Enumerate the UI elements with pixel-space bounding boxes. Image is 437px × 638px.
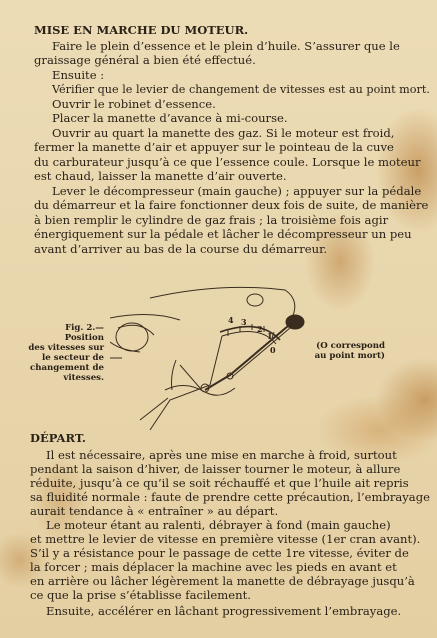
paragraph-line: S’il y a résistance pour le passage de cette 1re vitesse, éviter de — [30, 546, 409, 560]
sector-number-2: 2 — [257, 324, 263, 334]
paragraph-line: Ensuite : — [52, 68, 105, 82]
paragraph-line: Il est nécessaire, après une mise en marche à froid, surtout — [46, 448, 397, 462]
paragraph-line: Ouvrir au quart la manette des gaz. Si le moteur est froid, — [52, 126, 395, 140]
gear-shift-sector-illustration — [110, 280, 310, 430]
figure-caption: Fig. 2.—Position des vitesses sur le secteur de changement de vitesses. — [28, 323, 104, 383]
sector-number-0: 0 — [270, 345, 276, 355]
paragraph-line: aurait tendance à « entraîner » au départ. — [30, 504, 279, 518]
paragraph-line: Lever le décompresseur (main gauche) ; appuyer sur la pédale — [52, 184, 422, 198]
paragraph-line: pendant la saison d’hiver, de laisser tourner le moteur, à allure — [30, 462, 401, 476]
sector-number-3: 3 — [241, 317, 247, 327]
paragraph-line: réduite, jusqu’à ce qu’il se soit réchauffé et que l’huile ait repris — [30, 476, 409, 490]
figure-note: (O correspond au point mort) — [314, 341, 385, 361]
sector-number-1: 1 — [267, 331, 273, 341]
paragraph-line: à bien remplir le cylindre de gaz frais ; la troisième fois agir — [34, 213, 389, 227]
section-heading-depart: DÉPART. — [30, 431, 86, 445]
paragraph-line: du carburateur jusqu’à ce que l’essence coule. Lorsque le moteur — [34, 155, 421, 169]
paragraph-line: avant d’arriver au bas de la course du démarreur. — [34, 242, 328, 256]
paragraph-line: ce que la prise s’établisse facilement. — [30, 588, 251, 602]
paragraph-line: la forcer ; mais déplacer la machine avec les pieds en avant et — [30, 560, 397, 574]
paragraph-line: fermer la manette d’air et appuyer sur le pointeau de la cuve — [34, 140, 394, 154]
paragraph-line: et mettre le levier de vitesse en première vitesse (1er cran avant). — [30, 532, 421, 546]
paragraph-line: en arrière ou lâcher légèrement la manette de débrayage jusqu’à — [30, 574, 415, 588]
paragraph-line: énergiquement sur la pédale et lâcher le décompresseur un peu — [34, 227, 412, 241]
section-heading-mise-en-marche: MISE EN MARCHE DU MOTEUR. — [34, 23, 249, 37]
paragraph-line: Ensuite, accélérer en lâchant progressivement l’embrayage. — [46, 604, 402, 618]
paragraph-line: est chaud, laisser la manette d’air ouverte. — [34, 169, 287, 183]
paragraph-line: Le moteur étant au ralenti, débrayer à fond (main gauche) — [46, 518, 391, 532]
paragraph-line: Faire le plein d’essence et le plein d’huile. S’assurer que le — [52, 39, 400, 53]
paragraph-line: graissage général a bien été effectué. — [34, 53, 256, 67]
paragraph-line: sa fluidité normale : faute de prendre cette précaution, l’embrayage — [30, 490, 430, 504]
paragraph-line: du démarreur et la faire fonctionner deux fois de suite, de manière — [34, 198, 429, 212]
sector-number-4: 4 — [228, 315, 234, 325]
paragraph-line: Vérifier que le levier de changement de vitesses est au point mort. — [52, 82, 430, 96]
paragraph-line: Ouvrir le robinet d’essence. — [52, 97, 216, 111]
paragraph-line: Placer la manette d’avance à mi-course. — [52, 111, 288, 125]
